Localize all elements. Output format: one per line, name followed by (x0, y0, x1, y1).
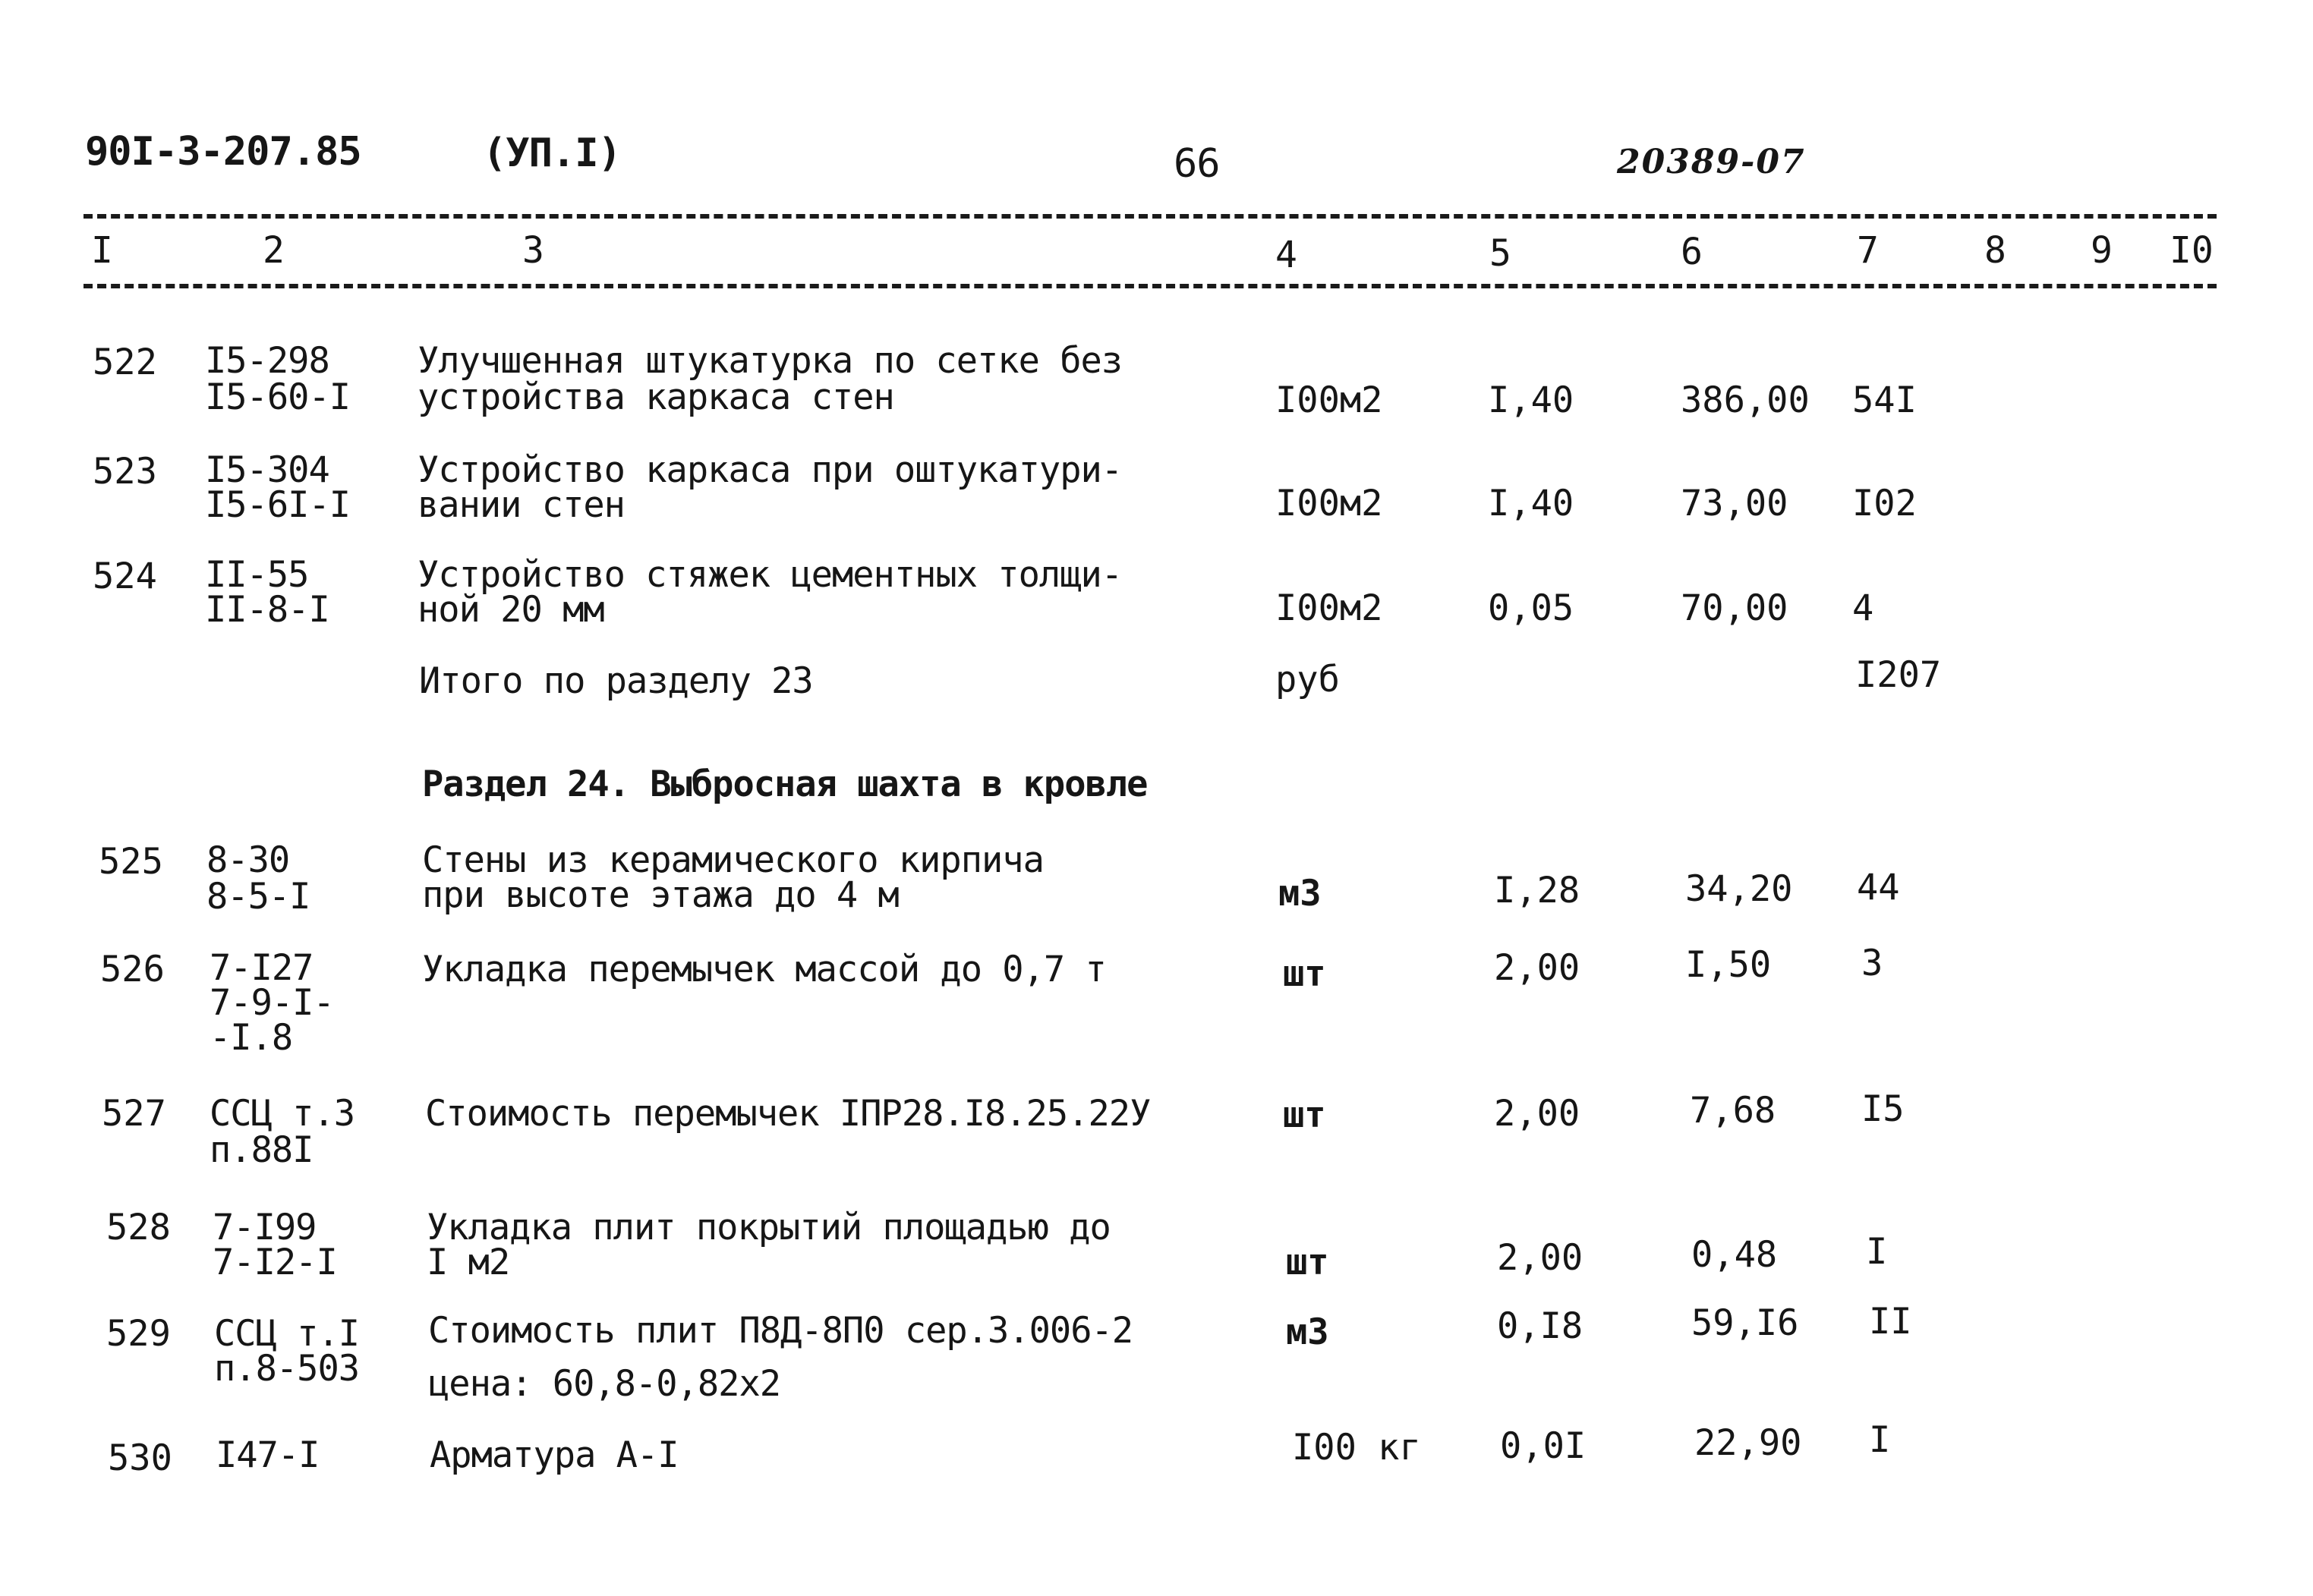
row-description: вании стен (418, 484, 625, 526)
row-total: 54I (1852, 379, 1917, 421)
row-quantity: 0,0I (1500, 1425, 1587, 1467)
row-code: ССЦ т.3 (210, 1093, 355, 1135)
subtotal-unit: руб (1275, 659, 1340, 700)
row-total: I02 (1852, 483, 1917, 524)
row-total: I5 (1861, 1088, 1905, 1130)
row-total: 3 (1861, 943, 1883, 984)
subtotal-label: Итого по разделу 23 (419, 660, 813, 702)
row-total: I (1866, 1231, 1888, 1273)
row-description: Стоимость плит П8Д-8П0 сер.3.006-2 (428, 1310, 1133, 1352)
header-rule-top (84, 214, 2217, 219)
row-code: 7-I99 (213, 1207, 317, 1248)
row-code: 8-30 (206, 839, 290, 881)
row-number: 527 (102, 1093, 166, 1135)
subtotal-total: I207 (1855, 654, 1942, 696)
row-unit: м3 (1278, 873, 1322, 914)
header-rule-bottom (84, 284, 2217, 288)
row-quantity: 2,00 (1494, 1093, 1580, 1135)
column-number-2: 2 (263, 229, 285, 272)
row-number: 528 (106, 1207, 171, 1248)
row-code: I47-I (216, 1434, 320, 1476)
row-unit: I00 кг (1292, 1427, 1421, 1469)
row-quantity: 2,00 (1497, 1237, 1583, 1279)
row-number: 523 (93, 451, 157, 493)
row-price: 7,68 (1690, 1090, 1776, 1132)
row-number: 529 (106, 1313, 171, 1355)
row-description: Стоимость перемычек IПР28.I8.25.22У (425, 1093, 1151, 1135)
column-number-8: 8 (1984, 229, 2006, 272)
album-number: (УП.I) (483, 131, 621, 176)
column-number-9: 9 (2091, 229, 2113, 272)
row-price: 70,00 (1681, 587, 1788, 629)
row-quantity: 2,00 (1494, 947, 1580, 989)
row-quantity: I,40 (1488, 483, 1574, 524)
row-number: 530 (108, 1437, 172, 1479)
column-number-1: I (91, 229, 113, 272)
column-number-4: 4 (1275, 234, 1297, 276)
row-quantity: I,28 (1494, 870, 1580, 911)
page-number: 66 (1174, 141, 1220, 187)
row-description: Стены из керамического кирпича (422, 839, 1044, 881)
row-unit: шт (1283, 1094, 1326, 1136)
row-code: п.8-503 (214, 1348, 360, 1390)
row-description: при высоте этажа до 4 м (422, 874, 899, 916)
row-unit: I00м2 (1275, 379, 1383, 421)
row-description: цена: 60,8-0,82x2 (428, 1363, 781, 1405)
column-number-3: 3 (522, 229, 544, 272)
document-code: 90I-3-207.85 (85, 129, 361, 175)
row-price: 34,20 (1685, 868, 1793, 910)
row-number: 522 (93, 342, 157, 383)
inventory-number: 20389-07 (1617, 143, 1806, 181)
row-quantity: 0,I8 (1497, 1305, 1583, 1347)
row-unit: м3 (1286, 1311, 1329, 1353)
row-unit: шт (1286, 1242, 1329, 1283)
row-total: 44 (1857, 867, 1900, 908)
row-price: 22,90 (1694, 1422, 1802, 1464)
row-code: п.88I (210, 1129, 314, 1171)
row-unit: I00м2 (1275, 587, 1383, 629)
row-unit: шт (1283, 953, 1326, 995)
row-total: II (1869, 1301, 1912, 1343)
column-number-6: 6 (1681, 231, 1703, 273)
row-description: Улучшенная штукатурка по сетке без (418, 340, 1123, 382)
row-price: 73,00 (1681, 483, 1788, 524)
row-description: Арматура А-I (430, 1434, 679, 1476)
row-quantity: 0,05 (1488, 587, 1574, 629)
row-code: I5-6I-I (205, 484, 351, 526)
row-price: I,50 (1685, 944, 1772, 986)
row-total: I (1869, 1419, 1891, 1461)
row-unit: I00м2 (1275, 483, 1383, 524)
row-code: II-8-I (205, 589, 329, 631)
row-code: 7-9-I- (210, 982, 334, 1024)
row-number: 525 (99, 841, 163, 883)
row-price: 0,48 (1691, 1234, 1778, 1276)
row-description: Укладка плит покрытий площадью до (427, 1207, 1111, 1248)
row-price: 59,I6 (1691, 1302, 1799, 1344)
row-code: I5-298 (205, 340, 329, 382)
section-title: Раздел 24. Выбросная шахта в кровле (422, 763, 1148, 805)
column-number-7: 7 (1857, 229, 1879, 272)
row-description: Устройство стяжек цементных толщи- (418, 554, 1123, 596)
row-description: ной 20 мм (418, 589, 604, 631)
row-price: 386,00 (1681, 379, 1810, 421)
row-code: I5-304 (205, 449, 329, 491)
column-number-5: 5 (1489, 232, 1511, 275)
row-quantity: I,40 (1488, 379, 1574, 421)
row-code: 7-I27 (210, 947, 314, 989)
row-description: Устройство каркаса при оштукатури- (418, 449, 1123, 491)
row-code: 7-I2-I (213, 1242, 337, 1283)
row-code: ССЦ т.I (214, 1313, 360, 1355)
row-total: 4 (1852, 587, 1874, 629)
column-number-10: I0 (2170, 229, 2214, 272)
row-description: Укладка перемычек массой до 0,7 т (422, 949, 1106, 990)
row-description: устройства каркаса стен (418, 376, 894, 418)
row-code: -I.8 (210, 1017, 293, 1059)
row-code: I5-60-I (205, 376, 351, 418)
row-code: II-55 (205, 554, 309, 596)
row-number: 524 (93, 556, 157, 597)
row-description: I м2 (427, 1242, 510, 1283)
row-code: 8-5-I (206, 876, 310, 918)
row-number: 526 (100, 949, 165, 990)
